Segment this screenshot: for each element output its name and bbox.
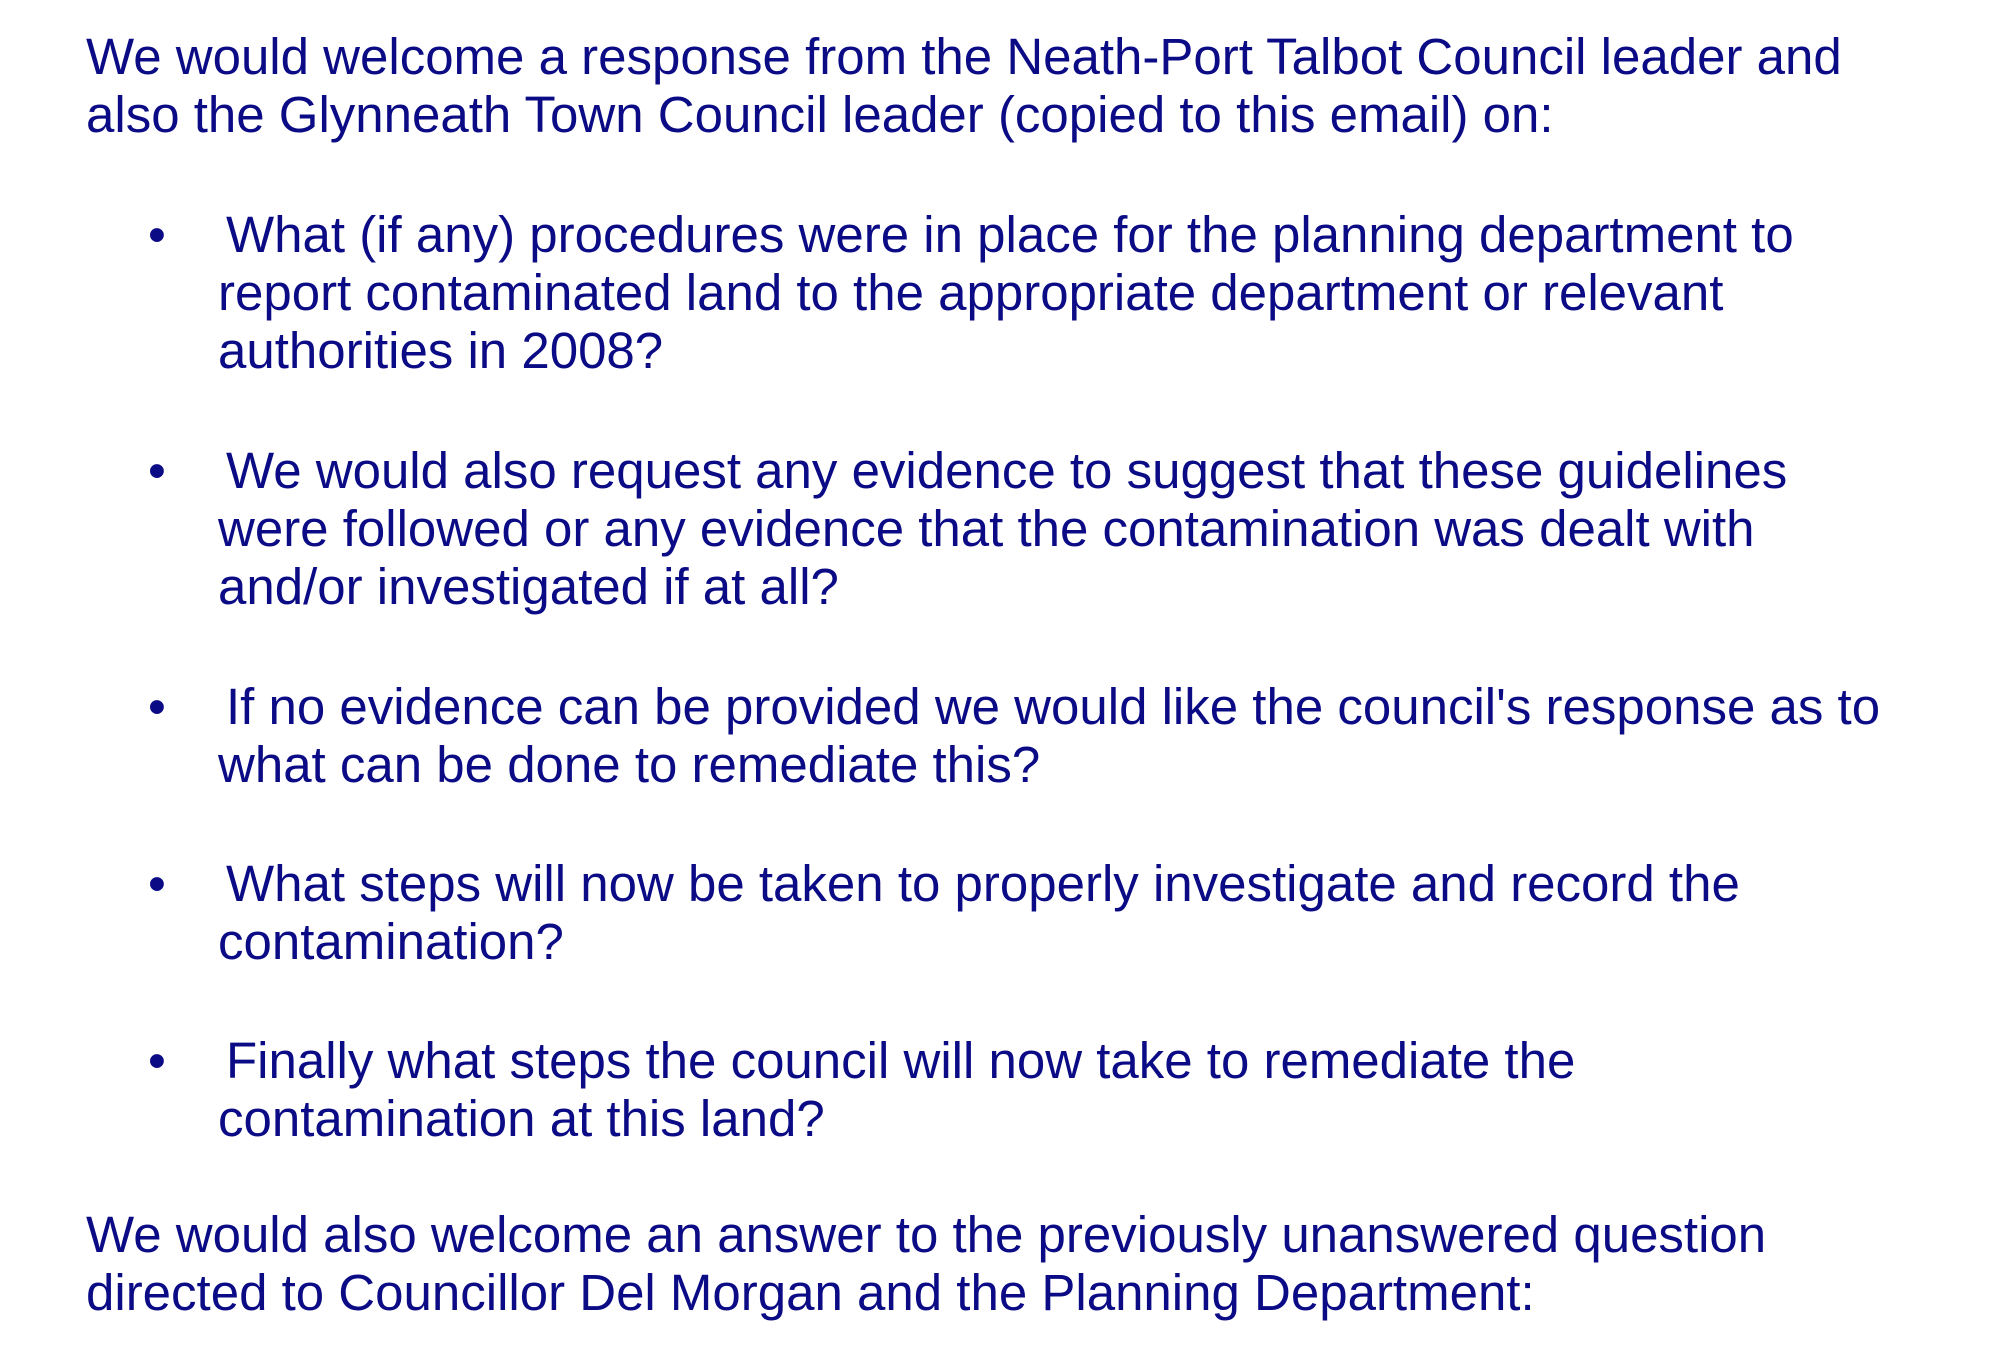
bullet-point-icon: • <box>148 855 166 912</box>
bullet-text: We would also request any evidence to suggest that these guidelines were followed or any evidence that the contamination was dealt with and/or investigated if at all? <box>218 442 1788 615</box>
closing-paragraph: We would also welcome an answer to the previously unanswered question directed to Councillor Del Morgan and the Planning Department: <box>86 1206 1767 1321</box>
bullet-point-icon: • <box>148 206 166 263</box>
intro-paragraph: We would welcome a response from the Neath-Port Talbot Council leader and also the Glynneath Town Council leader (copied to this email) on: <box>86 28 1842 143</box>
bullet-point-icon: • <box>148 1032 166 1089</box>
bullet-text: What steps will now be taken to properly investigate and record the contamination? <box>218 855 1740 970</box>
bullet-text: If no evidence can be provided we would like the council's response as to what can be done to remediate this? <box>218 678 1881 793</box>
bullet-point-icon: • <box>148 678 166 735</box>
bullet-text: Finally what steps the council will now take to remediate the contamination at this land? <box>218 1032 1576 1147</box>
bullet-point-icon: • <box>148 442 166 499</box>
bullet-text: What (if any) procedures were in place for the planning department to report contaminated land to the appropriate department or relevant authorities in 2008? <box>218 206 1794 379</box>
